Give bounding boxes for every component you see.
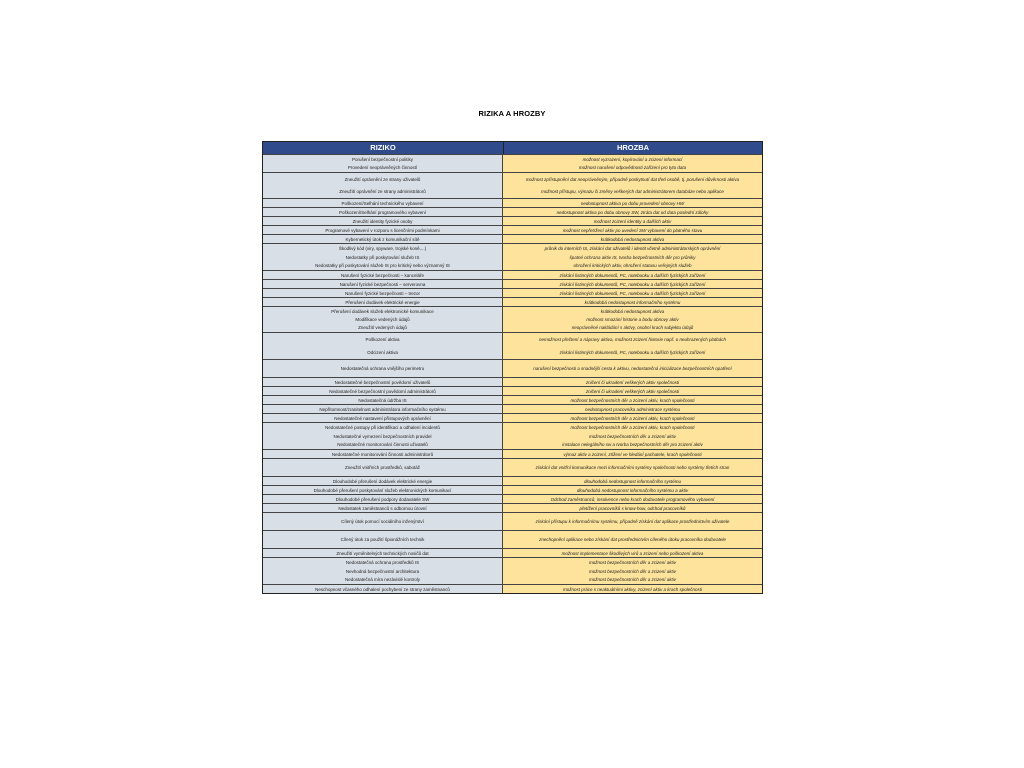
hrozba-cell: [503, 360, 762, 377]
riziko-cell: [263, 387, 503, 395]
riziko-text: Zneužití identity fyzické osoby: [352, 218, 413, 224]
riziko-text: Nedostatečné bezpečnostní povědomí administrátorů: [329, 388, 436, 394]
hrozba-text: narušení bezpečnosti a snadnější cesta k aktivu, nedostatečná inicializace bezpečnostních opatření: [533, 366, 732, 371]
hrozba-text: možnost vyzrazení, kopírování a zcizení informací: [582, 156, 683, 162]
table-row: [263, 306, 762, 332]
hrozba-text: nemožnost přečtení a nápravy aktiva, možnost zcizení historie např. o neuhrazených platbách: [538, 337, 727, 342]
riziko-cell: [263, 459, 503, 476]
riziko-text: Nedostatečné postupy při identifikaci a odhalení incidentů: [325, 424, 440, 430]
hrozba-text: průnik do interních IS, získání dat uživatelů i identit včetně administrátorských oprávnění: [544, 245, 721, 251]
table-row: [263, 413, 762, 422]
riziko-cell: [263, 360, 503, 377]
hrozba-text: instalace nelegálního sw a tvorba bezpečnostních děr pro zcizení aktiv: [562, 442, 703, 448]
table-row: [263, 359, 762, 377]
riziko-text: Nedostatečné monitorování činnosti uživatelů: [337, 442, 428, 448]
hrozba-cell: [503, 486, 762, 494]
riziko-cell: [263, 208, 503, 216]
riziko-text: Nedostatek zaměstnanců s odbornou úrovní: [338, 505, 427, 511]
riziko-cell: [263, 226, 503, 234]
hrozba-text: možnost zcizení identity a dalších aktiv: [593, 218, 672, 224]
riziko-cell: [263, 173, 503, 198]
hrozba-text: dlouhodobá nedostupnost informačního systému: [583, 478, 682, 484]
riziko-text: Nevhodná bezpečnostní architektura: [345, 568, 420, 574]
riziko-text: Neschopnost včasného odhalení pochybení ze strany zaměstnanců: [315, 586, 450, 592]
riziko-text: Narušení fyzické bezpečnosti – serverovna: [339, 281, 426, 287]
riziko-cell: [263, 307, 503, 332]
riziko-text: Přerušení dodávek služeb elektronické komunikace: [331, 308, 434, 314]
table-row: [263, 198, 762, 207]
hrozba-text: možnost bezpečnostních děr a zcizení aktiv, krach společnosti: [570, 424, 695, 430]
hrozba-text: Odchod zaměstnanců, insolvence nebo krach dodavatele programového vybavení: [550, 496, 715, 502]
riziko-cell: [263, 414, 503, 422]
riziko-cell: [263, 423, 503, 449]
hrozba-cell: [503, 298, 762, 306]
hrozba-text: získání listinných dokumentů, PC, notebooku a dalších fyzických zařízení: [559, 350, 706, 355]
table-row: [263, 154, 762, 172]
table-row: [263, 377, 762, 386]
riziko-text: Porušení bezpečnostní politiky: [351, 156, 414, 162]
riziko-text: Nedostatečná míra nezávislé kontroly: [344, 577, 421, 583]
table-row: [263, 216, 762, 225]
hrozba-text: možnost zpřístupnění dat neoprávněným, případně poskytnutí dat třetí osobě, tj. porušení důvěrnosti aktiva: [525, 176, 740, 182]
table-body: [263, 154, 762, 593]
riziko-cell: [263, 405, 503, 413]
riziko-text: Nedostatečná ochrana prostředků IS: [345, 559, 420, 565]
table-row: [263, 548, 762, 557]
riziko-text: Zneužití vnitřních prostředků, sabotáž: [344, 465, 421, 470]
hrozba-cell: [503, 271, 762, 279]
hrozba-cell: [503, 333, 762, 359]
hrozba-text: možnost přístupu, výmazu či změny veškerých dat administrátorem databáze nebo aplikace: [541, 189, 724, 195]
riziko-text: Poškození/Selhání technického vybavení: [341, 200, 424, 206]
hrozba-text: nedostupnost pracovníka administrace systému: [584, 406, 681, 412]
hrozba-cell: [503, 396, 762, 404]
riziko-text: Nedostatečné bezpečnostní povědomí uživatelů: [334, 379, 431, 385]
riziko-text: Nedostatečná ochrana vnějšího perimetru: [340, 366, 425, 371]
table-row: [263, 297, 762, 306]
riziko-text: Zneužití vyměnitelných technických nosičů dat: [336, 550, 429, 556]
hrozba-text: možnost bezpečnostních děr a zcizení aktiv: [588, 568, 677, 574]
hrozba-cell: [503, 495, 762, 503]
hrozba-cell: [503, 459, 762, 476]
table-row: [263, 449, 762, 458]
riziko-cell: [263, 155, 503, 172]
riziko-text: Poškození/Selhání programového vybavení: [338, 209, 427, 215]
table-row: [263, 332, 762, 359]
riziko-cell: [263, 244, 503, 270]
hrozba-cell: [503, 307, 762, 332]
table-row: [263, 404, 762, 413]
hrozba-text: krátkodobá nedostupnost aktiva: [600, 308, 665, 314]
hrozba-text: nedostupnost aktiva po dobu obnovy SW, ztráta dat od data poslední zálohy: [556, 209, 709, 215]
riziko-cell: [263, 450, 503, 458]
table-row: [263, 243, 762, 270]
hrozba-text: dlouhodobá nedostupnost informačního systému a aktiv: [576, 487, 689, 493]
hrozba-cell: [503, 558, 762, 584]
risk-table: [262, 141, 763, 594]
table-row: [263, 422, 762, 449]
hrozba-cell: [503, 244, 762, 270]
hrozba-cell: [503, 477, 762, 485]
riziko-text: Odcizení aktiva: [367, 350, 398, 355]
table-row: [263, 485, 762, 494]
hrozba-cell: [503, 289, 762, 297]
hrozba-text: možnost smazání historie a bodu obnovy aktiv: [586, 316, 679, 322]
riziko-cell: [263, 289, 503, 297]
table-row: [263, 557, 762, 584]
hrozba-text: možnost bezpečnostních děr a zcizení aktiv: [588, 577, 677, 583]
riziko-text: Zneužití vedených údajů: [358, 325, 407, 331]
riziko-cell: [263, 549, 503, 557]
hrozba-text: ohrožení kritických aktiv, ohrožení statusu veřejných služeb: [573, 263, 692, 269]
hrozba-cell: [503, 531, 762, 548]
hrozba-text: možnost bezpečnostních děr a zcizení aktiv: [588, 559, 677, 565]
hrozba-cell: [503, 155, 762, 172]
hrozba-cell: [503, 504, 762, 512]
hrozba-cell: [503, 173, 762, 198]
hrozba-text: možnost práce s neaktuálními aktivy, zcizení aktiv a krach společnosti: [563, 586, 702, 592]
riziko-cell: [263, 217, 503, 225]
riziko-text: Dlouhodobé přerušení poskytování služeb elektronických komunikací: [313, 487, 452, 493]
riziko-text: Narušení fyzické bezpečnosti – kanceláře: [340, 272, 425, 278]
table-row: [263, 512, 762, 530]
hrozba-text: znechopnění aplikace nebo získání dat prostřednictvím cíleného útoku pracovníka dodavatele: [539, 537, 726, 542]
riziko-text: Nedostatečná údržba IS: [358, 397, 407, 403]
hrozba-text: výmaz aktiv a zcizení, ztížení ve hledání pachatele, krach společnosti: [563, 451, 702, 457]
table-row: [263, 234, 762, 243]
hrozba-cell: [503, 549, 762, 557]
table-row: [263, 584, 762, 593]
riziko-cell: [263, 235, 503, 243]
table-row: [263, 476, 762, 485]
hrozba-cell: [503, 280, 762, 288]
hrozba-cell: [503, 217, 762, 225]
table-row: [263, 288, 762, 297]
riziko-text: Cílený útok za použití špionážních technik: [340, 537, 425, 542]
hrozba-text: zničení či ukradení veškerých aktiv společnosti: [585, 379, 680, 385]
riziko-cell: [263, 396, 503, 404]
riziko-cell: [263, 495, 503, 503]
riziko-text: Dlouhodobé přerušení dodávek elektrické energie: [332, 478, 433, 484]
table-row: [263, 225, 762, 234]
riziko-text: Zneužití oprávnění ze strany administrátorů: [339, 189, 426, 195]
riziko-text: Cílený útok pomocí sociálního inženýrství: [341, 519, 424, 524]
riziko-text: Programové vybavení v rozporu s licenčními podmínkami: [325, 227, 440, 233]
riziko-text: Modifikace vedených údajů: [355, 316, 410, 322]
hrozba-cell: [503, 378, 762, 386]
hrozba-text: přetížení pracovníků s know-how, odchod pracovníků: [579, 505, 686, 511]
page-title: RIZIKA A HROZBY: [478, 109, 546, 118]
hrozba-text: získání listinných dokumentů, PC, notebooku a dalších fyzických zařízení: [559, 272, 706, 278]
hrozba-text: získání dat vnitřní komunikace mezi informačními systémy společnosti nebo systémy třetích stran: [535, 465, 730, 470]
hrozba-cell: [503, 423, 762, 449]
hrozba-cell: [503, 450, 762, 458]
hrozba-text: krátkodobá nedostupnost informačního systému: [584, 299, 681, 305]
table-row: [263, 494, 762, 503]
riziko-cell: [263, 477, 503, 485]
hrozba-text: získání přístupu k informačnímu systému, případně získání dat aplikace prostřednictvím uživatele: [535, 519, 730, 524]
table-row: [263, 395, 762, 404]
header-riziko: RIZIKO: [263, 142, 504, 154]
hrozba-cell: [503, 387, 762, 395]
hrozba-cell: [503, 235, 762, 243]
riziko-cell: [263, 513, 503, 530]
riziko-cell: [263, 333, 503, 359]
table-row: [263, 458, 762, 476]
riziko-text: Dlouhodobé přerušení podpory dodavatele SW: [335, 496, 430, 502]
hrozba-cell: [503, 208, 762, 216]
hrozba-text: zničení či ukradení veškerých aktiv společnosti: [585, 388, 680, 394]
hrozba-cell: [503, 226, 762, 234]
table-header: [263, 142, 762, 154]
riziko-cell: [263, 378, 503, 386]
table-row: [263, 279, 762, 288]
header-hrozba: HROZBA: [616, 143, 650, 152]
table-row: [263, 270, 762, 279]
riziko-text: Zneužití oprávnění ze strany uživatelů: [344, 176, 421, 182]
table-row: [263, 172, 762, 198]
riziko-cell: [263, 531, 503, 548]
hrozba-text: získání listinných dokumentů, PC, notebooku a dalších fyzických zařízení: [559, 290, 706, 296]
hrozba-text: neoprávněné nakládání s aktivy, osobní krach subjektu údajů: [571, 325, 694, 331]
riziko-text: Nedostatky při poskytování služeb IS pro kritický nebo významný IS: [315, 263, 450, 269]
table-row: [263, 530, 762, 548]
hrozba-text: nedostupnost aktiva po dobu provedení obnovy HW: [580, 200, 685, 206]
hrozba-text: možnost nepřetržení aktiv po uvedení SW vybavení do platného stavu: [562, 227, 703, 233]
hrozba-text: možnost bezpečnostních děr a zcizení aktiv: [588, 433, 677, 439]
riziko-text: Nepřítomnost/zranitelnost administrátora informačního systému: [319, 406, 446, 412]
riziko-text: Provedení neoprávněných činností: [347, 165, 418, 171]
riziko-text: Nedostatečné nastavení přístupových oprávnění: [334, 415, 431, 421]
riziko-cell: [263, 486, 503, 494]
hrozba-text: možnost bezpečnostních děr a zcizení aktiv, krach společnosti: [570, 415, 695, 421]
riziko-cell: [263, 199, 503, 207]
hrozba-text: krátkodobá nedostupnost aktiva: [600, 236, 665, 242]
riziko-text: Přerušení dodávek elektrické energie: [345, 299, 420, 305]
hrozba-cell: [503, 405, 762, 413]
riziko-cell: [263, 558, 503, 584]
riziko-text: Narušení fyzické bezpečnosti – trezor: [344, 290, 421, 296]
table-row: [263, 503, 762, 512]
hrozba-cell: [503, 585, 762, 593]
riziko-cell: [263, 298, 503, 306]
riziko-text: Nedostatečné monitorování činnosti administrátorů: [331, 451, 434, 457]
riziko-text: Poškození aktiva: [365, 337, 400, 342]
hrozba-cell: [503, 414, 762, 422]
table-row: [263, 207, 762, 216]
hrozba-text: získání listinných dokumentů, PC, notebooku a dalších fyzických zařízení: [559, 281, 706, 287]
hrozba-cell: [503, 513, 762, 530]
hrozba-text: možnost implementace škodlivých virů a zcizení nebo poškození aktiva: [561, 550, 704, 556]
riziko-cell: [263, 271, 503, 279]
hrozba-text: možnost bezpečnostních děr a zcizení aktiv, krach společnosti: [570, 397, 695, 403]
riziko-cell: [263, 585, 503, 593]
table-row: [263, 386, 762, 395]
hrozba-text: špatné ochrana aktiv IS, tvorba bezpečnostních děr pro průniky: [569, 254, 696, 260]
riziko-text: Nedostatečné vymezení bezpečnostních pravidel: [333, 433, 432, 439]
riziko-cell: [263, 504, 503, 512]
hrozba-cell: [503, 199, 762, 207]
riziko-text: Nedostatky při poskytování služeb IS: [345, 254, 420, 260]
riziko-text: Kybernetický útok z komunikační sítě: [345, 236, 420, 242]
hrozba-text: možnost narušení odpovědnosti zařízení pro tyto data: [578, 165, 687, 171]
riziko-text: Škodlivý kód (viry, spyware, trojské koně,...): [338, 245, 427, 251]
riziko-cell: [263, 280, 503, 288]
